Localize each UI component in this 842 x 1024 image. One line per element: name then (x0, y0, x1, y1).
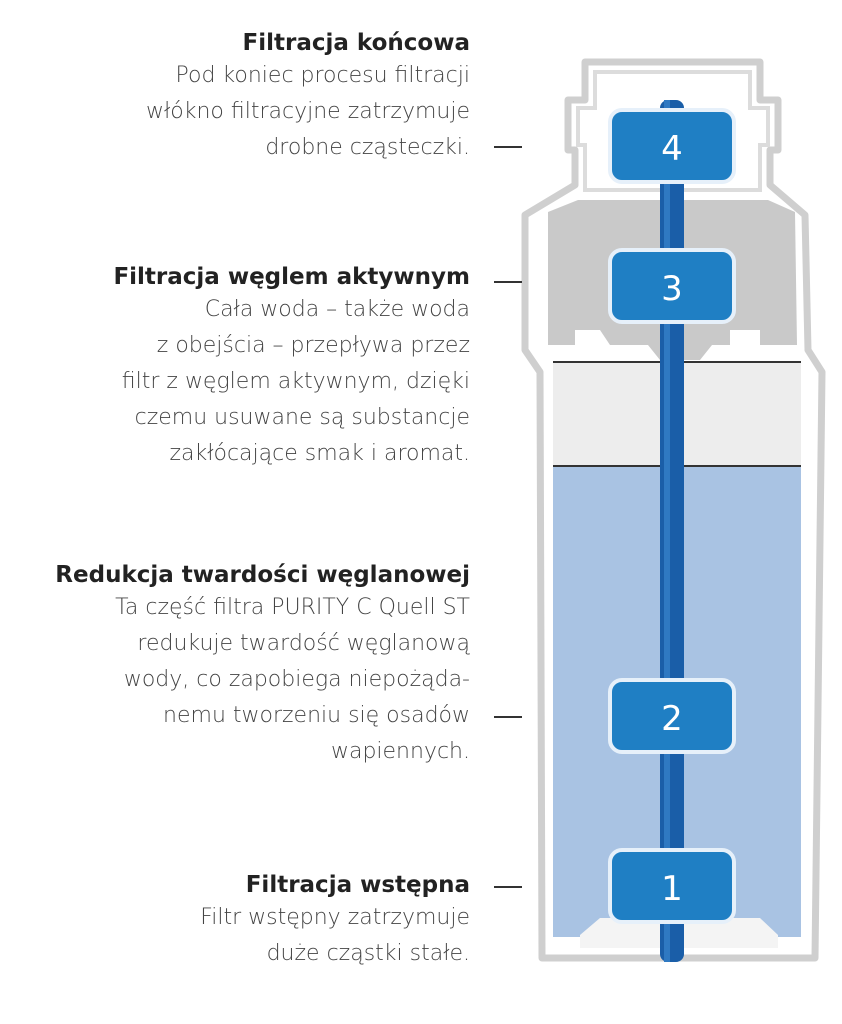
badge-2 (610, 680, 734, 752)
badge-4-label: 4 (661, 129, 683, 169)
section-hardness-reduction (55, 560, 470, 770)
central-tube-highlight (664, 100, 670, 962)
section-final-filtration (146, 28, 470, 166)
section-text-line: wody, co zapobiega niepożąda- (123, 667, 470, 692)
section-text-line: redukuje twardość węglanową (137, 631, 470, 656)
section-title: Filtracja końcowa (242, 30, 470, 56)
section-text-line: włókno filtracyjne zatrzymuje (146, 99, 470, 124)
badge-4 (610, 110, 734, 182)
section-title: Filtracja wstępna (245, 872, 470, 898)
leader-line-2 (494, 716, 522, 718)
section-text-line: duże cząstki stałe. (266, 941, 470, 966)
leader-line-4 (494, 146, 522, 148)
badge-1 (610, 850, 734, 922)
section-text-line: Ta część filtra PURITY C Quell ST (115, 595, 470, 620)
central-tube (660, 100, 684, 962)
badge-3-label: 3 (661, 269, 683, 309)
section-text-line: zakłócające smak i aromat. (169, 441, 470, 466)
section-text-line: Cała woda – także woda (204, 297, 470, 322)
section-pre-filtration (200, 870, 470, 972)
section-text-line: Pod koniec procesu filtracji (175, 63, 470, 88)
section-title: Filtracja węglem aktywnym (113, 264, 470, 290)
section-text-line: filtr z węglem aktywnym, dzięki (121, 369, 470, 394)
section-carbon-filtration (113, 262, 470, 472)
badge-1-label: 1 (661, 869, 683, 909)
badge-2-label: 2 (661, 699, 683, 739)
leader-line-3 (494, 281, 522, 283)
section-text-line: z obejścia – przepływa przez (156, 333, 470, 358)
section-text-line: Filtr wstępny zatrzymuje (200, 905, 470, 930)
section-text-line: czemu usuwane są substancje (134, 405, 470, 430)
section-text-line: nemu tworzeniu się osadów (163, 703, 470, 728)
badge-3 (610, 250, 734, 322)
section-text-line: wapiennych. (330, 739, 470, 764)
section-text-line: drobne cząsteczki. (265, 135, 470, 160)
section-title: Redukcja twardości węglanowej (55, 562, 470, 588)
leader-line-1 (494, 886, 522, 888)
